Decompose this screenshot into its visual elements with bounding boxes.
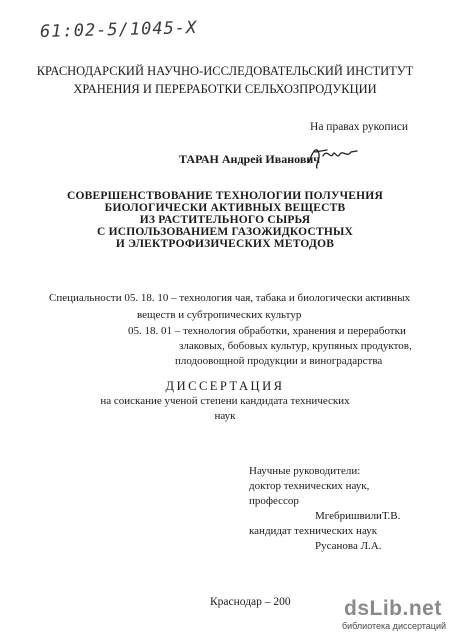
degree-line-1: на соискание ученой степени кандидата технических <box>100 395 350 407</box>
signature-icon <box>305 142 361 170</box>
author-name: ТАРАН Андрей Иванович <box>179 152 321 166</box>
archive-stamp: 61:02-5/1045-X <box>39 17 198 43</box>
institute-line-1: КРАСНОДАРСКИЙ НАУЧНО-ИССЛЕДОВАТЕЛЬСКИЙ ИНСТИТУТ <box>36 64 414 78</box>
specialty-2-line-1: 05. 18. 01 – технология обработки, хранения и переработки <box>128 325 406 337</box>
title-line-3: ИЗ РАСТИТЕЛЬНОГО СЫРЬЯ <box>139 214 311 226</box>
city-year: Краснодар – 200 <box>210 596 291 608</box>
institute-line-2: ХРАНЕНИЯ И ПЕРЕРАБОТКИ СЕЛЬХОЗПРОДУКЦИИ <box>73 82 377 96</box>
supervisor-2-degree: кандидат технических наук <box>249 525 378 537</box>
specialty-1-line-2: веществ и субтропических культур <box>137 309 302 321</box>
title-line-5: И ЭЛЕКТРОФИЗИЧЕСКИХ МЕТОДОВ <box>115 238 335 250</box>
supervisor-1-degree: доктор технических наук, <box>249 480 370 492</box>
degree-line-2: наук <box>214 410 236 422</box>
specialty-2-line-2: злаковых, бобовых культур, крупяных продуктов, <box>179 340 412 352</box>
dissertation-label: ДИССЕРТАЦИЯ <box>165 379 285 393</box>
specialty-1-line-1: Специальности 05. 18. 10 – технология чая, табака и биологически активных <box>49 292 411 304</box>
dslib-logo[interactable] <box>342 597 447 631</box>
title-line-4: С ИСПОЛЬЗОВАНИЕМ ГАЗОЖИДКОСТНЫХ <box>97 226 353 238</box>
dslib-logo-subtitle: библиотека диссертаций <box>342 621 447 631</box>
supervisor-1-title: профессор <box>249 495 299 507</box>
specialty-2-line-3: плодоовощной продукции и виноградарства <box>175 355 383 367</box>
dslib-logo-text: dsLib.net <box>344 597 442 620</box>
supervisor-2-name: Русанова Л.А. <box>315 540 382 552</box>
supervisor-1-name: МгебришвилиТ.В. <box>315 510 401 522</box>
title-line-1: СОВЕРШЕНСТВОВАНИЕ ТЕХНОЛОГИИ ПОЛУЧЕНИЯ <box>67 190 383 202</box>
rights-note: На правах рукописи <box>310 121 408 133</box>
title-line-2: БИОЛОГИЧЕСКИ АКТИВНЫХ ВЕЩЕСТВ <box>104 202 346 214</box>
supervisors-heading: Научные руководители: <box>249 465 361 477</box>
